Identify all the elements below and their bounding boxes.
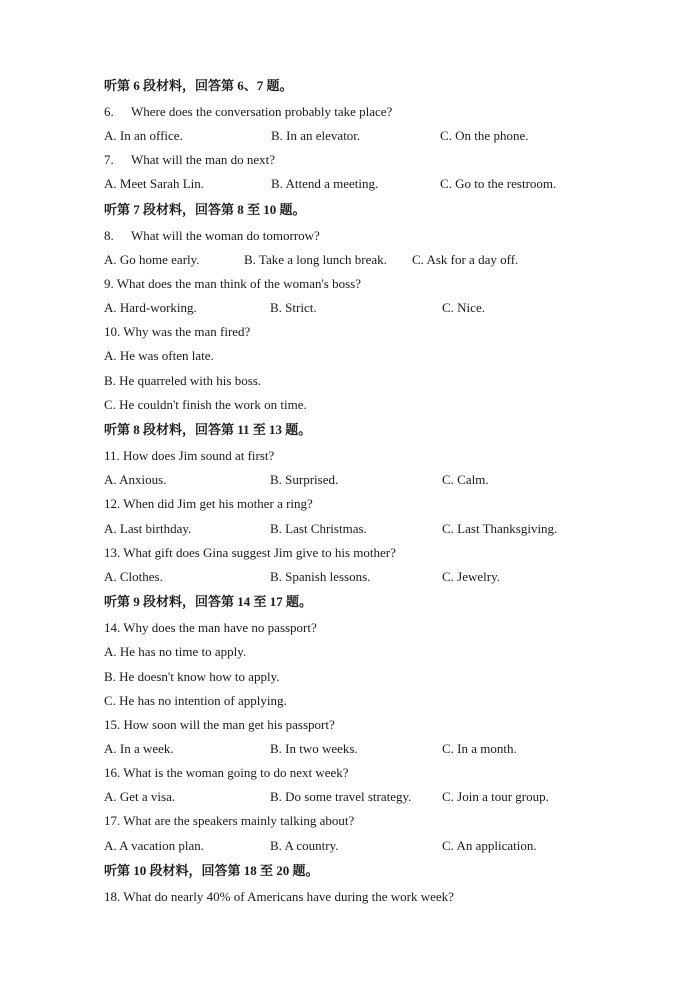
options-12: [104, 521, 584, 537]
option-c[interactable]: C. He has no intention of applying.: [104, 693, 287, 708]
option-c[interactable]: C. Last Thanksgiving.: [442, 521, 558, 536]
options-13: [104, 569, 584, 585]
option-c[interactable]: C. Join a tour group.: [442, 789, 549, 804]
question-12: 12. When did Jim get his mother a ring?: [104, 496, 313, 511]
option-c[interactable]: C. Go to the restroom.: [440, 176, 557, 191]
option-c[interactable]: C. Nice.: [442, 300, 485, 315]
option-a[interactable]: A. Clothes.: [104, 569, 163, 584]
option-b[interactable]: B. Spanish lessons.: [270, 569, 371, 584]
option-c[interactable]: C. In a month.: [442, 741, 517, 756]
question-17: 17. What are the speakers mainly talking about?: [104, 813, 355, 828]
question-number: 7.: [104, 152, 114, 167]
option-a[interactable]: A. He has no time to apply.: [104, 644, 247, 659]
option-b[interactable]: B. Strict.: [270, 300, 317, 315]
options-9: [104, 300, 584, 316]
option-a[interactable]: A. Hard-working.: [104, 300, 197, 315]
question-6: [104, 104, 392, 120]
option-a[interactable]: A. In an office.: [104, 128, 183, 143]
option-b[interactable]: B. Surprised.: [270, 472, 339, 487]
section-heading-9: 听第 9 段材料，回答第 14 至 17 题。: [104, 594, 313, 609]
option-c[interactable]: C. On the phone.: [440, 128, 529, 143]
section-heading-7: 听第 7 段材料，回答第 8 至 10 题。: [104, 202, 306, 217]
question-7: [104, 152, 275, 168]
question-14: 14. Why does the man have no passport?: [104, 620, 317, 635]
option-a[interactable]: A. A vacation plan.: [104, 838, 205, 853]
options-16: [104, 789, 584, 805]
option-a[interactable]: A. Go home early.: [104, 252, 200, 267]
options-6: [104, 128, 584, 144]
option-b[interactable]: B. A country.: [270, 838, 339, 853]
option-b[interactable]: B. Last Christmas.: [270, 521, 367, 536]
question-11: 11. How does Jim sound at first?: [104, 448, 275, 463]
options-17: [104, 838, 584, 854]
question-number: 8.: [104, 228, 114, 243]
options-7: [104, 176, 584, 192]
option-a[interactable]: A. Last birthday.: [104, 521, 192, 536]
question-15: 15. How soon will the man get his passport?: [104, 717, 335, 732]
option-b[interactable]: B. Do some travel strategy.: [270, 789, 412, 804]
question-text: What will the man do next?: [131, 152, 276, 167]
question-number: 6.: [104, 104, 114, 119]
question-8: [104, 228, 320, 244]
option-c[interactable]: C. Jewelry.: [442, 569, 501, 584]
option-b[interactable]: B. Take a long lunch break.: [244, 252, 387, 267]
option-c[interactable]: C. He couldn't finish the work on time.: [104, 397, 307, 412]
section-heading-8: 听第 8 段材料，回答第 11 至 13 题。: [104, 422, 312, 437]
question-13: 13. What gift does Gina suggest Jim give to his mother?: [104, 545, 396, 560]
option-a[interactable]: A. Get a visa.: [104, 789, 176, 804]
option-a[interactable]: A. In a week.: [104, 741, 174, 756]
question-9: 9. What does the man think of the woman's boss?: [104, 276, 362, 291]
option-a[interactable]: A. Meet Sarah Lin.: [104, 176, 205, 191]
option-c[interactable]: C. Calm.: [442, 472, 489, 487]
question-text: Where does the conversation probably take place?: [131, 104, 393, 119]
option-b[interactable]: B. In an elevator.: [271, 128, 361, 143]
option-b[interactable]: B. He doesn't know how to apply.: [104, 669, 280, 684]
options-11: [104, 472, 584, 488]
options-15: [104, 741, 584, 757]
option-a[interactable]: A. Anxious.: [104, 472, 167, 487]
options-8: [104, 252, 584, 268]
question-18: 18. What do nearly 40% of Americans have during the work week?: [104, 889, 454, 904]
section-heading-6: 听第 6 段材料，回答第 6、7 题。: [104, 78, 293, 93]
question-16: 16. What is the woman going to do next week?: [104, 765, 349, 780]
option-b[interactable]: B. Attend a meeting.: [271, 176, 379, 191]
question-text: What will the woman do tomorrow?: [131, 228, 320, 243]
option-b[interactable]: B. In two weeks.: [270, 741, 358, 756]
section-heading-10: 听第 10 段材料，回答第 18 至 20 题。: [104, 863, 319, 878]
option-a[interactable]: A. He was often late.: [104, 348, 214, 363]
option-c[interactable]: C. Ask for a day off.: [412, 252, 519, 267]
option-b[interactable]: B. He quarreled with his boss.: [104, 373, 262, 388]
option-c[interactable]: C. An application.: [442, 838, 537, 853]
question-10: 10. Why was the man fired?: [104, 324, 251, 339]
